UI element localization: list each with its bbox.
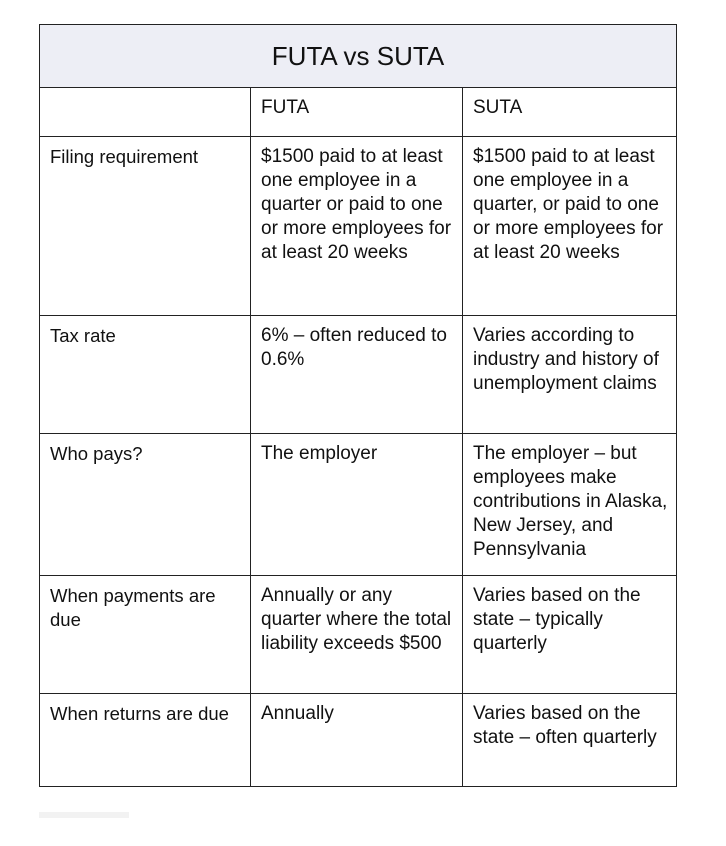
table-row [40,694,677,787]
header-row [40,88,677,137]
row-label-who-pays: Who pays? [40,434,251,576]
header-cell-futa: FUTA [251,88,463,137]
header-cell-suta: SUTA [463,88,677,137]
header-cell-empty [40,88,251,137]
cell-suta-filing-requirement: $1500 paid to at least one employee in a quarter, or paid to one or more employees for at least 20 weeks [463,137,677,316]
cell-futa-filing-requirement: $1500 paid to at least one employee in a quarter or paid to one or more employees for at least 20 weeks [251,137,463,316]
row-label-payments-due: When payments are due [40,576,251,694]
table-row [40,576,677,694]
cell-futa-tax-rate: 6% – often reduced to 0.6% [251,316,463,434]
table-row [40,316,677,434]
row-label-tax-rate: Tax rate [40,316,251,434]
cell-suta-tax-rate: Varies according to industry and history of unemployment claims [463,316,677,434]
cell-futa-who-pays: The employer [251,434,463,576]
table-row [40,137,677,316]
title-row [40,25,677,88]
bottom-shadow-divider [39,812,129,818]
comparison-table-container [39,24,676,787]
cell-suta-payments-due: Varies based on the state – typically quarterly [463,576,677,694]
futa-suta-comparison-table [39,24,677,787]
cell-futa-payments-due: Annually or any quarter where the total liability exceeds $500 [251,576,463,694]
table-title: FUTA vs SUTA [40,25,677,88]
cell-suta-returns-due: Varies based on the state – often quarterly [463,694,677,787]
cell-suta-who-pays: The employer – but employees make contributions in Alaska, New Jersey, and Pennsylvania [463,434,677,576]
row-label-filing-requirement: Filing requirement [40,137,251,316]
cell-futa-returns-due: Annually [251,694,463,787]
table-row [40,434,677,576]
row-label-returns-due: When returns are due [40,694,251,787]
